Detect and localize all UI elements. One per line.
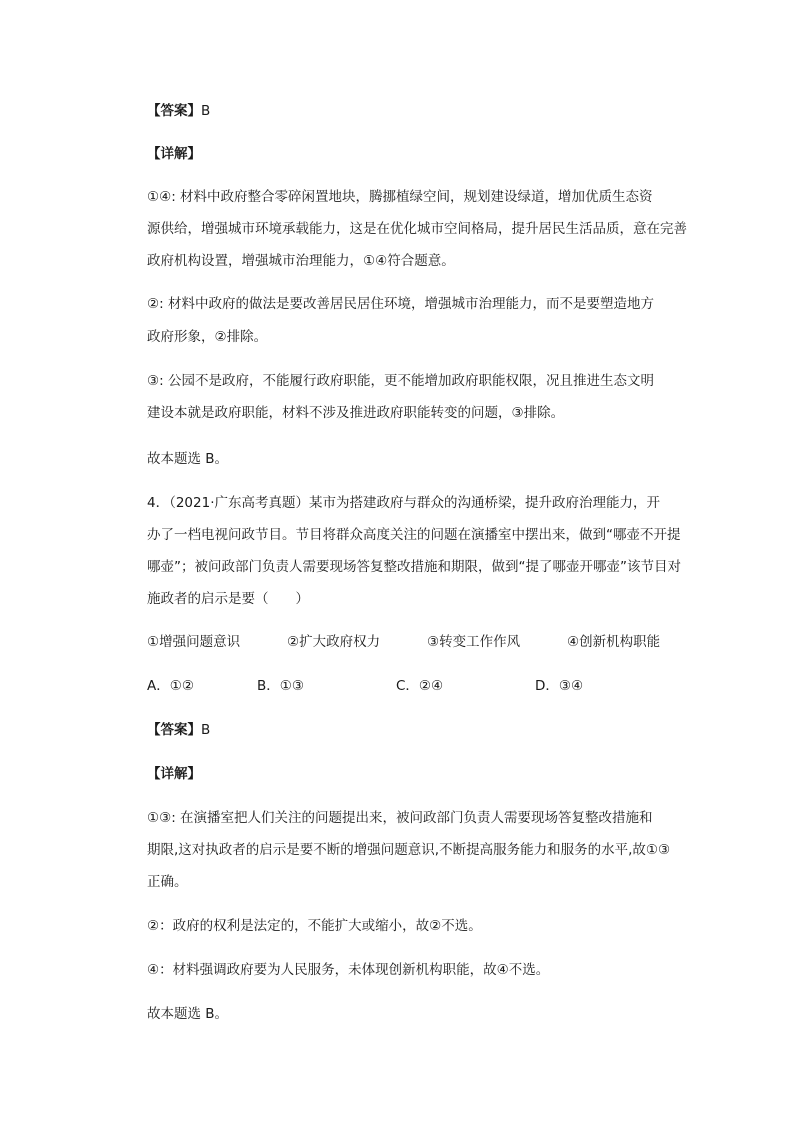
q4-detail-line: ①③: 在演播室把人们关注的问题提出来，被问政部门负责人需要现场答复整改措施和 [147, 810, 653, 826]
q4-stem-line: 办了一档电视问政节目。节目将群众高度关注的问题在演播室中摆出来，做到“哪壶不开提 [147, 527, 681, 543]
choice-a: A．①② [147, 678, 194, 694]
answer-label: 【答案】 [147, 722, 201, 738]
answer-value: B [201, 103, 211, 119]
answer-label: 【答案】 [147, 103, 201, 119]
statement-3: ③转变工作作风 [427, 634, 521, 650]
q3-detail-line: ①④: 材料中政府整合零碎闲置地块，腾挪植绿空间，规划建设绿道，增加优质生态资 [147, 189, 653, 205]
q3-detail-line: 政府形象，②排除。 [147, 329, 268, 345]
q3-detail-line: ③: 公园不是政府，不能履行政府职能，更不能增加政府职能权限，况且推进生态文明 [147, 373, 654, 389]
answer-value: B [201, 722, 211, 738]
q4-conclusion: 故本题选 B。 [147, 1006, 229, 1022]
q4-choices [147, 677, 667, 695]
q4-stem-line: 4．（2021·广东高考真题）某市为搭建政府与群众的沟通桥梁，提升政府治理能力，开 [147, 495, 660, 511]
q4-stem-line: 施政者的启示是要（ ） [147, 591, 309, 607]
q3-conclusion: 故本题选 B。 [147, 451, 229, 467]
choice-b: B．①③ [257, 678, 304, 694]
q3-detail-line: 建设本就是政府职能，材料不涉及推进政府职能转变的问题，③排除。 [147, 405, 565, 421]
q4-answer [147, 721, 667, 739]
q4-statements [147, 633, 667, 651]
q3-detail-line: 源供给，增强城市环境承载能力，这是在优化城市空间格局，提升居民生活品质，意在完善 [147, 221, 687, 237]
q3-detail-line: ②: 材料中政府的做法是要改善居民居住环境，增强城市治理能力，而不是要塑造地方 [147, 296, 654, 312]
q4-detail-label: 【详解】 [147, 766, 201, 782]
q3-answer [147, 102, 667, 120]
choice-d: D．③④ [535, 678, 584, 694]
choice-c: C．②④ [396, 678, 444, 694]
statement-1: ①增强问题意识 [147, 634, 241, 650]
q4-detail-line: ②：政府的权利是法定的，不能扩大或缩小，故②不选。 [147, 918, 482, 934]
q3-detail-label: 【详解】 [147, 146, 201, 162]
q4-detail-line: 正确。 [147, 874, 188, 890]
statement-4: ④创新机构职能 [567, 634, 661, 650]
q3-detail-line: 政府机构设置，增强城市治理能力，①④符合题意。 [147, 253, 455, 269]
q4-stem-line: 哪壶”；被问政部门负责人需要现场答复整改措施和期限，做到“提了哪壶开哪壶”该节目对 [147, 559, 681, 575]
statement-2: ②扩大政府权力 [287, 634, 381, 650]
q4-detail-line: ④：材料强调政府要为人民服务，未体现创新机构职能，故④不选。 [147, 962, 550, 978]
q4-detail-line: 期限,这对执政者的启示是要不断的增强问题意识,不断提高服务能力和服务的水平,故①③ [147, 842, 671, 858]
